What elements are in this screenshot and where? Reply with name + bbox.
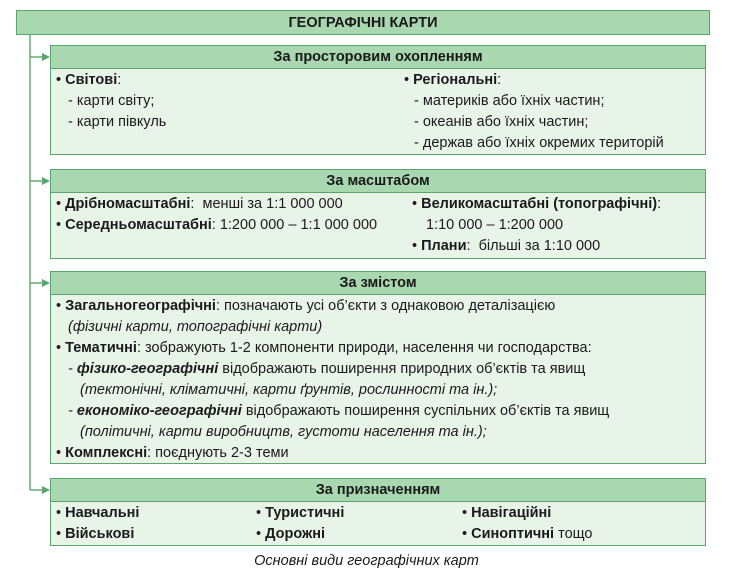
purpose-suffix: тощо [558, 526, 593, 542]
content-general-text: : позначають усі об’єкти з однаковою деталізацією [215, 298, 556, 314]
purpose-item-5: • Навігаційні [462, 505, 552, 521]
coverage-global-sub-1: - карти світу; [68, 93, 155, 109]
content-economic-label: економіко-географічні [76, 403, 242, 419]
scale-medium-value: 1:200 000 – 1:1 000 000 [219, 217, 378, 233]
purpose-item-6: • Синоптичні тощо [462, 526, 593, 542]
coverage-regional-colon: : [497, 72, 502, 88]
content-general-note: (фізичні карти, топографічні карти) [68, 319, 323, 335]
content-thematic-item: • Тематичні: зображують 1-2 компоненти природи, населення чи господарства: [56, 340, 592, 356]
scale-small-value: менші за 1:1 000 000 [202, 196, 343, 212]
purpose-label-4: Дорожні [265, 526, 326, 542]
coverage-global-sub-2: - карти півкуль [68, 114, 167, 130]
arrow-content [42, 279, 50, 287]
content-economic-text: відображають поширення суспільних об’єктів та явищ [245, 403, 610, 419]
purpose-label-3: Туристичні [265, 505, 345, 521]
coverage-regional-label: Регіональні [413, 72, 498, 88]
content-physical-dash: - [68, 361, 73, 377]
scale-header: За масштабом [50, 169, 706, 193]
content-physical-item [68, 359, 585, 379]
purpose-label-6: Синоптичні [471, 526, 555, 542]
coverage-regional-sub-3: - держав або їхніх окремих територій [414, 135, 664, 151]
content-thematic-text: : зображують 1-2 компоненти природи, населення чи господарства: [136, 340, 592, 356]
purpose-item-1: • Навчальні [56, 505, 140, 521]
purpose-label-1: Навчальні [65, 505, 140, 521]
content-thematic-label: Тематичні [65, 340, 137, 356]
purpose-header: За призначенням [50, 478, 706, 502]
content-economic-item [68, 401, 609, 421]
arrow-purpose [42, 486, 50, 494]
purpose-label-5: Навігаційні [471, 505, 552, 521]
coverage-global-item: • Світові: [56, 72, 122, 88]
purpose-item-3: • Туристичні [256, 505, 345, 521]
content-economic-dash: - [68, 403, 73, 419]
content-general-label: Загальногеографічні [65, 298, 216, 314]
arrow-coverage [42, 53, 50, 61]
purpose-body [50, 502, 706, 546]
content-economic-note: (політичні, карти виробництв, густоти населення та ін.); [80, 424, 487, 440]
coverage-global-label: Світові [65, 72, 118, 88]
scale-plans-colon: : [466, 238, 471, 254]
coverage-header: За просторовим охопленням [50, 45, 706, 69]
content-general-item: • Загальногеографічні: позначають усі об’єкти з однаковою деталізацією [56, 298, 556, 314]
scale-medium-colon: : [211, 217, 216, 233]
scale-medium-item: • Середньомасштабні: 1:200 000 – 1:1 000 000 [56, 217, 378, 233]
scale-small-colon: : [190, 196, 195, 212]
scale-large-value: 1:10 000 – 1:200 000 [426, 217, 564, 233]
purpose-item-2: • Військові [56, 526, 135, 542]
scale-plans-item: • Плани: більші за 1:10 000 [412, 238, 601, 254]
main-title: ГЕОГРАФІЧНІ КАРТИ [16, 10, 710, 35]
content-header: За змістом [50, 271, 706, 295]
arrow-scale [42, 177, 50, 185]
coverage-global-colon: : [117, 72, 122, 88]
content-physical-note: (тектонічні, кліматичні, карти ґрунтів, рослинності та ін.); [80, 382, 498, 398]
content-complex-item: • Комплексні: поєднують 2-3 теми [56, 445, 289, 461]
scale-plans-label: Плани [421, 238, 467, 254]
purpose-label-2: Військові [65, 526, 135, 542]
coverage-regional-item: • Регіональні: [404, 72, 502, 88]
scale-large-label: Великомасштабні (топографічні) [421, 196, 658, 212]
scale-small-label: Дрібномасштабні [65, 196, 191, 212]
coverage-regional-sub-2: - океанів або їхніх частин; [414, 114, 589, 130]
figure-caption: Основні види географічних карт [254, 553, 479, 569]
content-physical-label: фізико-географічні [76, 361, 219, 377]
scale-medium-label: Середньомасштабні [65, 217, 212, 233]
scale-small-item: • Дрібномасштабні: менші за 1:1 000 000 [56, 196, 343, 212]
content-physical-text: відображають поширення природних об’єктів та явищ [222, 361, 586, 377]
content-complex-text: : поєднують 2-3 теми [147, 445, 289, 461]
content-complex-label: Комплексні [65, 445, 148, 461]
purpose-item-4: • Дорожні [256, 526, 326, 542]
scale-large-item: • Великомасштабні (топографічні): [412, 196, 662, 212]
coverage-regional-sub-1: - материків або їхніх частин; [414, 93, 605, 109]
scale-plans-value: більші за 1:10 000 [478, 238, 601, 254]
scale-large-colon: : [657, 196, 662, 212]
